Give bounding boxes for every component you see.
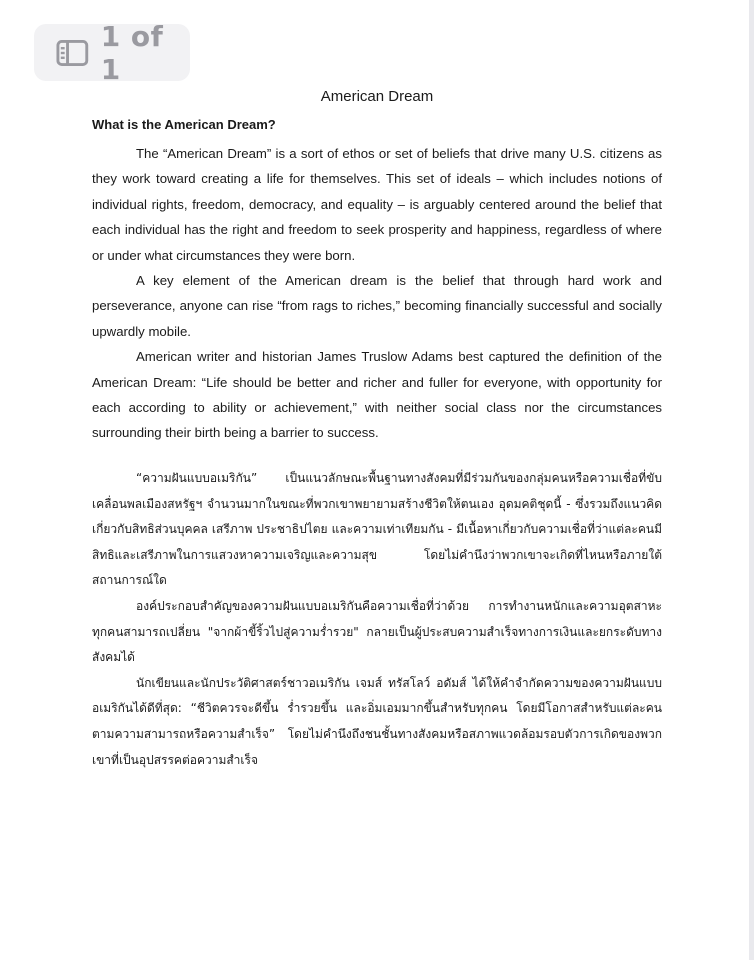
thai-paragraph-1: “ความฝันแบบอเมริกัน” เป็นแนวลักษณะพื้นฐานทางสังคมที่มีร่วมกันของกลุ่มคนหรือความเชื่อที่ขับเคลื่อนพลเมืองสหรัฐฯ จำนวนมากในขณะที่พวกเขาพยายามสร้างชีวิตให้ตนเอง อุดมคติชุดนี้ - ซึ่งรวมถึงแนวคิดเกี่ยวกับสิทธิส่วนบุคคล เสรีภาพ ประชาธิปไตย และความเท่าเทียมกัน - มีเนื้อหาเกี่ยวกับความเชื่อที่ว่าแต่ละคนมีสิทธิและเสรีภาพในการแสวงหาความเจริญและความสุข โดยไม่คำนึงว่าพวกเขาจะเกิดที่ไหนหรือภายใต้สถานการณ์ใด [92, 471, 662, 588]
english-paragraph-3: American writer and historian James Truslow Adams best captured the definition of the American Dream: “Life should be better and richer and fuller for everyone, with opportunity for each according to ability or achievement,” with neither social class nor the circumstances surrounding their birth being a barrier to success. [92, 349, 662, 441]
english-section [92, 141, 662, 446]
thai-paragraph-3: นักเขียนและนักประวัติศาสตร์ชาวอเมริกัน เจมส์ ทรัสโลว์ อดัมส์ ได้ให้คำจำกัดความของความฝันแบบอเมริกันได้ดีที่สุด: “ชีวิตควรจะดีขึ้น ร่ำรวยขึ้น และอิ่มเอมมากขึ้นสำหรับทุกคน โดยมีโอกาสสำหรับแต่ละคนตามความสามารถหรือความสำเร็จ” โดยไม่คำนึงถึงชนชั้นทางสังคมหรือสภาพแวดล้อมรอบตัวการเกิดของพวกเขาที่เป็นอุปสรรคต่อความสำเร็จ [92, 675, 662, 767]
english-paragraph-2: A key element of the American dream is the belief that through hard work and perseverance, anyone can rise “from rags to riches,” becoming financially successful and socially upwardly mobile. [92, 273, 662, 339]
page-list-icon [56, 39, 89, 67]
viewer-edge [749, 0, 754, 960]
document-title: American Dream [320, 88, 434, 105]
page-counter[interactable] [34, 19, 190, 86]
thai-section [92, 466, 662, 773]
english-paragraph-1: The “American Dream” is a sort of ethos or set of beliefs that drive many U.S. citizens as they work toward creating a life for themselves. This set of ideals – which includes notions of individual rights, freedom, democracy, and equality – is arguably centered around the belief that each individual has the right and freedom to seek prosperity and happiness, regardless of where or under what circumstances they were born. [92, 146, 662, 263]
thai-paragraph-2: องค์ประกอบสำคัญของความฝันแบบอเมริกันคือความเชื่อที่ว่าด้วย การทำงานหนักและความอุตสาหะ ทุกคนสามารถเปลี่ยน "จากผ้าขี้ริ้วไปสู่ความร่ำรวย" กลายเป็นผู้ประสบความสำเร็จทางการเงินและยกระดับทางสังคมได้ [92, 598, 662, 665]
section-heading: What is the American Dream? [92, 117, 276, 132]
page-counter-label: 1 of 1 [100, 19, 164, 86]
